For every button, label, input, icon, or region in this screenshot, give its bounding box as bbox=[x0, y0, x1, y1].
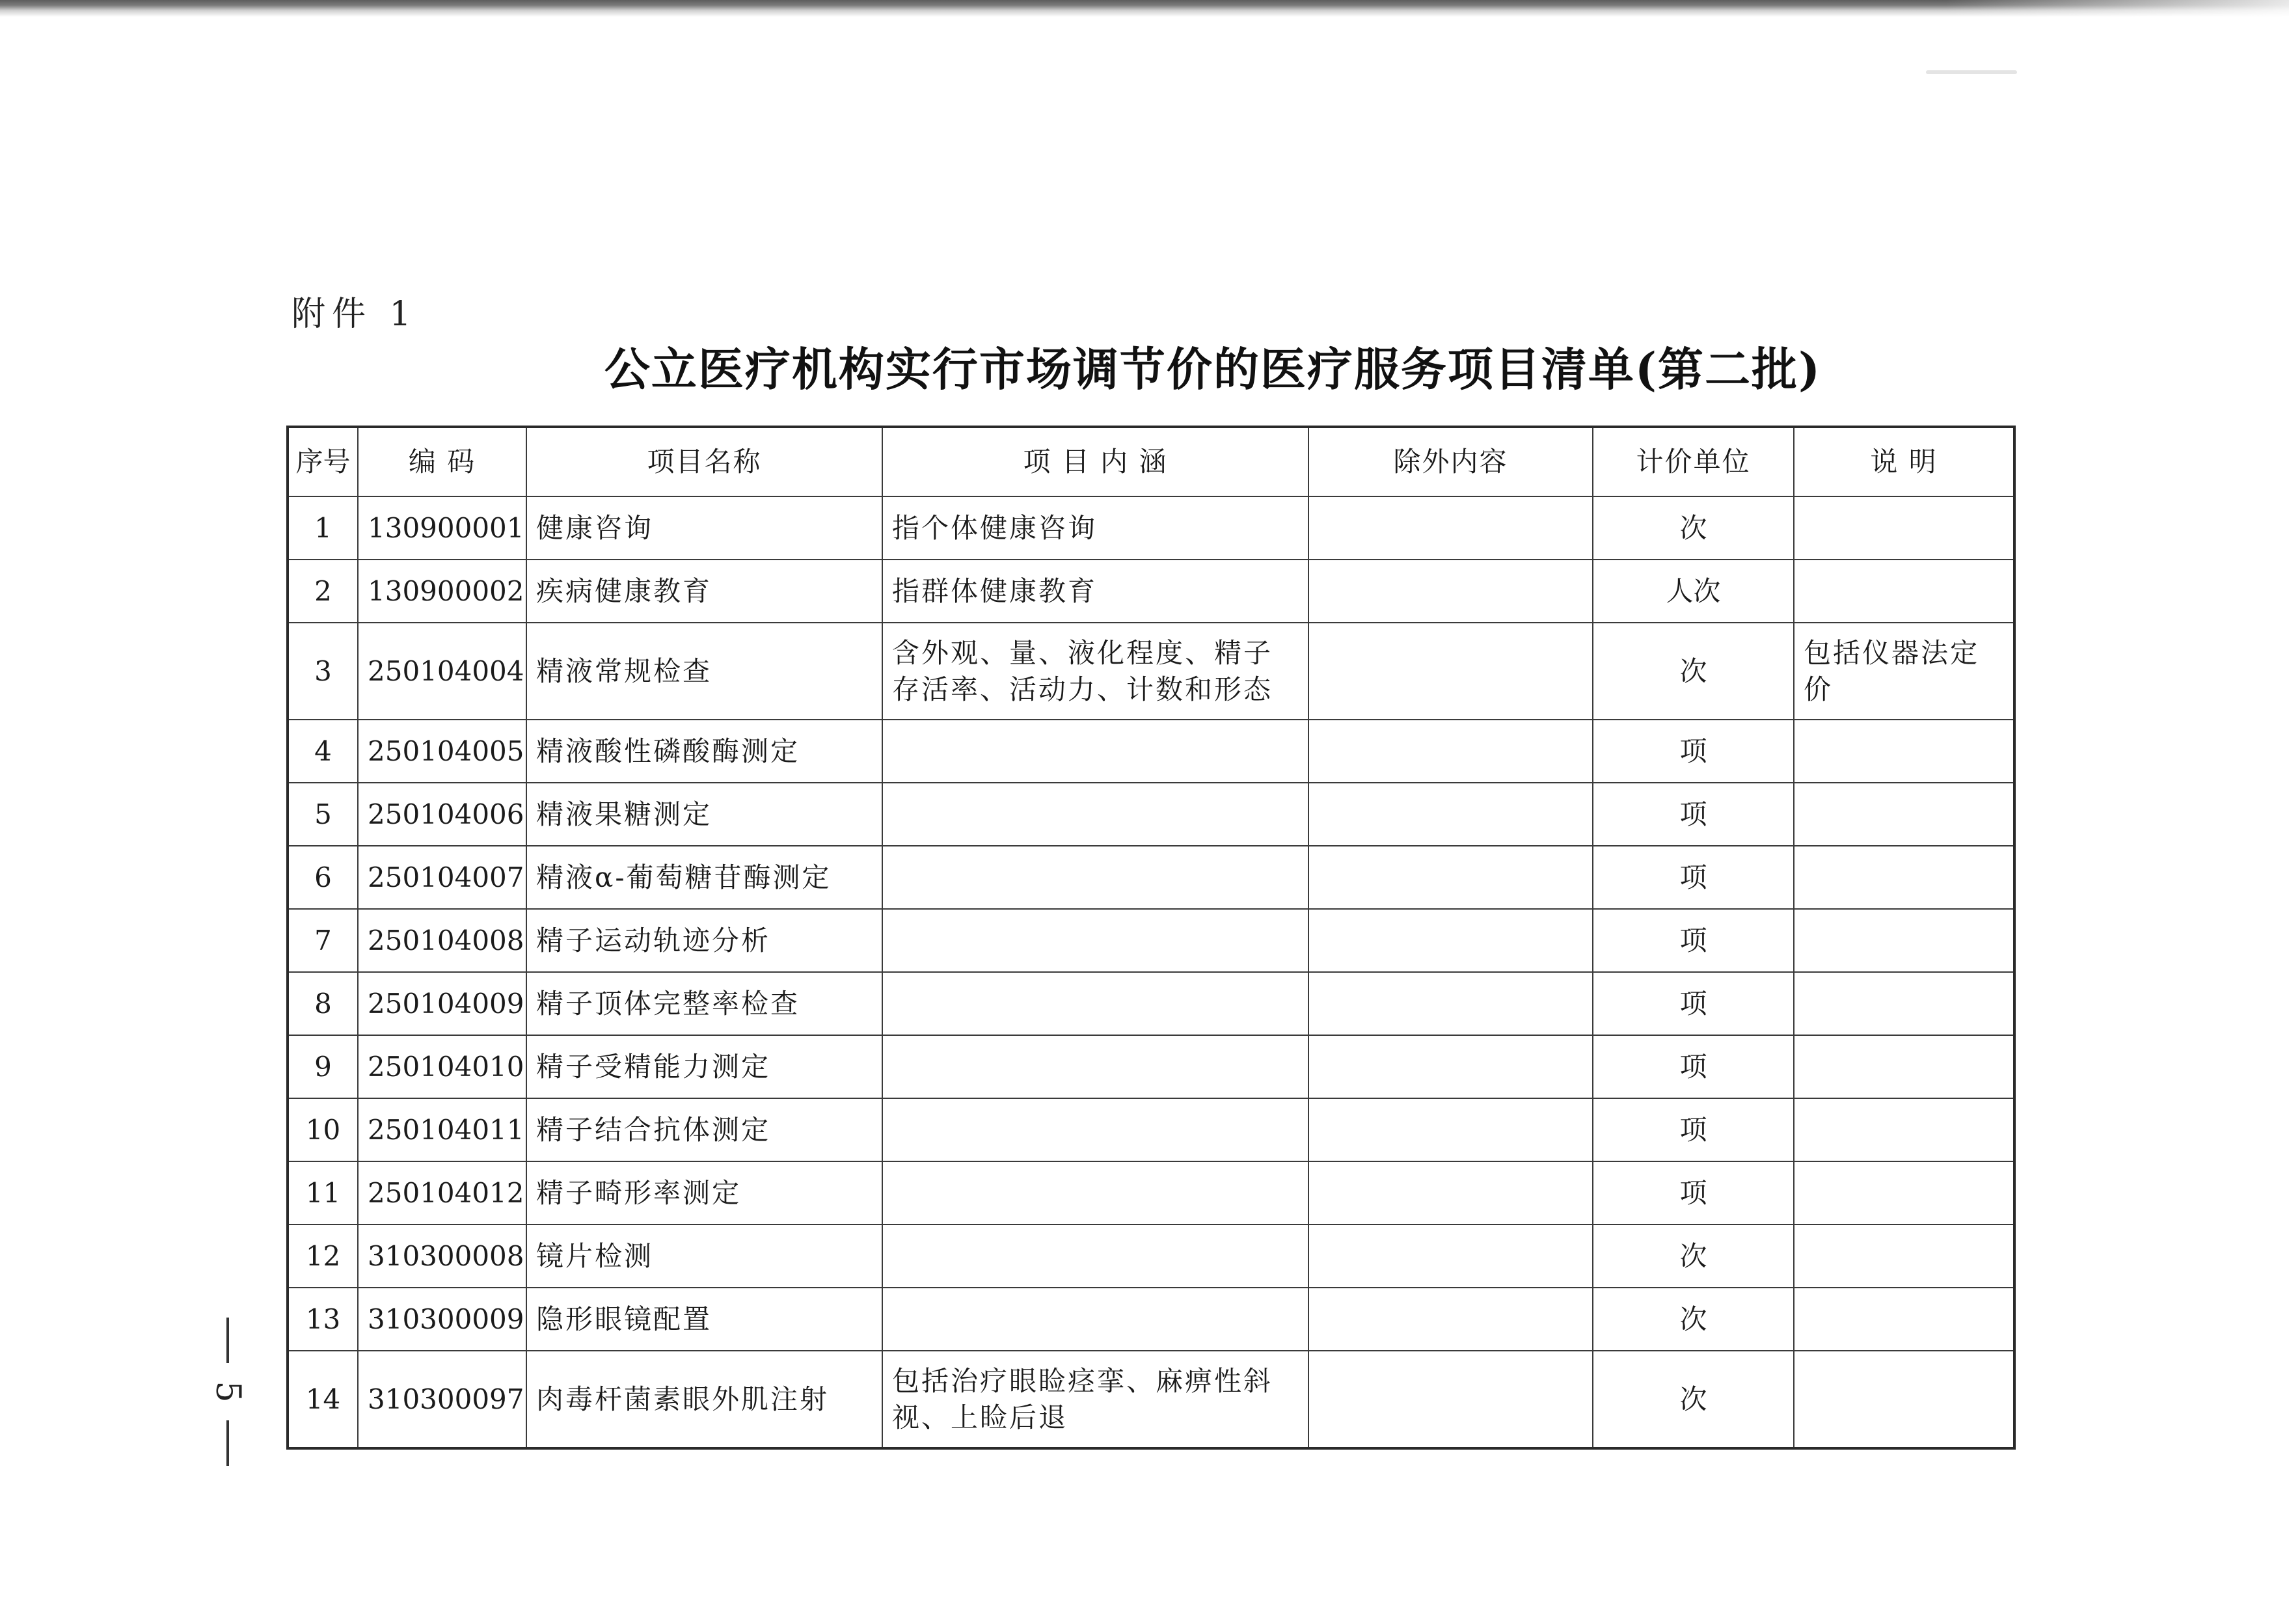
cell-note bbox=[1794, 560, 2014, 623]
cell-unit: 项 bbox=[1593, 972, 1794, 1035]
cell-item-content bbox=[882, 1161, 1308, 1225]
table-row bbox=[288, 1098, 2014, 1161]
cell-excluded bbox=[1308, 560, 1593, 623]
price-list-table bbox=[286, 426, 2016, 1450]
cell-seq: 14 bbox=[288, 1351, 358, 1448]
scan-smudge bbox=[1926, 70, 2017, 74]
table-row bbox=[288, 720, 2014, 783]
cell-seq: 2 bbox=[288, 560, 358, 623]
cell-code: 250104009 bbox=[358, 972, 526, 1035]
table-row bbox=[288, 909, 2014, 972]
cell-code: 130900001 bbox=[358, 496, 526, 560]
cell-excluded bbox=[1308, 720, 1593, 783]
page-number-dash-top bbox=[226, 1318, 229, 1363]
cell-note bbox=[1794, 720, 2014, 783]
header-unit: 计价单位 bbox=[1593, 427, 1794, 496]
cell-item-content: 包括治疗眼睑痉挛、麻痹性斜视、上睑后退 bbox=[882, 1351, 1308, 1448]
cell-item-content bbox=[882, 909, 1308, 972]
cell-code: 250104006 bbox=[358, 783, 526, 846]
cell-seq: 3 bbox=[288, 623, 358, 720]
cell-unit: 项 bbox=[1593, 1035, 1794, 1098]
cell-unit: 项 bbox=[1593, 1098, 1794, 1161]
cell-item-content bbox=[882, 783, 1308, 846]
cell-item-name: 精子结合抗体测定 bbox=[526, 1098, 882, 1161]
cell-code: 250104008 bbox=[358, 909, 526, 972]
header-item-name: 项目名称 bbox=[526, 427, 882, 496]
cell-code: 250104004 bbox=[358, 623, 526, 720]
cell-item-name: 精子运动轨迹分析 bbox=[526, 909, 882, 972]
cell-item-name: 精液酸性磷酸酶测定 bbox=[526, 720, 882, 783]
cell-note bbox=[1794, 909, 2014, 972]
cell-seq: 5 bbox=[288, 783, 358, 846]
cell-note bbox=[1794, 1035, 2014, 1098]
cell-note bbox=[1794, 1098, 2014, 1161]
cell-note bbox=[1794, 496, 2014, 560]
header-seq: 序号 bbox=[288, 427, 358, 496]
cell-item-name: 隐形眼镜配置 bbox=[526, 1288, 882, 1351]
table-row bbox=[288, 1351, 2014, 1448]
cell-item-content bbox=[882, 1225, 1308, 1288]
cell-excluded bbox=[1308, 1035, 1593, 1098]
cell-seq: 4 bbox=[288, 720, 358, 783]
cell-item-name: 精子顶体完整率检查 bbox=[526, 972, 882, 1035]
cell-item-content bbox=[882, 1288, 1308, 1351]
cell-item-content: 指个体健康咨询 bbox=[882, 496, 1308, 560]
cell-item-name: 疾病健康教育 bbox=[526, 560, 882, 623]
attachment-label: 附件 1 bbox=[291, 295, 418, 334]
table-row bbox=[288, 783, 2014, 846]
table-row bbox=[288, 1225, 2014, 1288]
cell-excluded bbox=[1308, 1098, 1593, 1161]
cell-seq: 9 bbox=[288, 1035, 358, 1098]
cell-unit: 项 bbox=[1593, 783, 1794, 846]
table-row bbox=[288, 560, 2014, 623]
cell-excluded bbox=[1308, 1288, 1593, 1351]
table-row bbox=[288, 972, 2014, 1035]
cell-unit: 次 bbox=[1593, 623, 1794, 720]
cell-note: 包括仪器法定价 bbox=[1794, 623, 2014, 720]
cell-item-content bbox=[882, 720, 1308, 783]
cell-item-content bbox=[882, 1035, 1308, 1098]
cell-unit: 次 bbox=[1593, 1288, 1794, 1351]
cell-code: 310300009 bbox=[358, 1288, 526, 1351]
cell-note bbox=[1794, 1351, 2014, 1448]
cell-excluded bbox=[1308, 623, 1593, 720]
cell-item-content: 含外观、量、液化程度、精子存活率、活动力、计数和形态 bbox=[882, 623, 1308, 720]
cell-note bbox=[1794, 972, 2014, 1035]
header-item-content: 项 目 内 涵 bbox=[882, 427, 1308, 496]
cell-unit: 次 bbox=[1593, 496, 1794, 560]
cell-excluded bbox=[1308, 972, 1593, 1035]
table-row bbox=[288, 1035, 2014, 1098]
cell-item-name: 健康咨询 bbox=[526, 496, 882, 560]
cell-item-content bbox=[882, 1098, 1308, 1161]
table-row bbox=[288, 1288, 2014, 1351]
cell-note bbox=[1794, 1288, 2014, 1351]
cell-seq: 13 bbox=[288, 1288, 358, 1351]
table-row bbox=[288, 1161, 2014, 1225]
cell-unit: 项 bbox=[1593, 720, 1794, 783]
cell-item-name: 精子畸形率测定 bbox=[526, 1161, 882, 1225]
cell-code: 250104007 bbox=[358, 846, 526, 909]
scan-edge-shadow bbox=[0, 0, 2289, 17]
cell-seq: 1 bbox=[288, 496, 358, 560]
cell-unit: 人次 bbox=[1593, 560, 1794, 623]
cell-item-content bbox=[882, 972, 1308, 1035]
cell-code: 310300008 bbox=[358, 1225, 526, 1288]
table-header-row bbox=[288, 427, 2014, 496]
cell-seq: 6 bbox=[288, 846, 358, 909]
table-row bbox=[288, 846, 2014, 909]
cell-code: 250104010 bbox=[358, 1035, 526, 1098]
cell-code: 250104011 bbox=[358, 1098, 526, 1161]
table-body bbox=[288, 496, 2014, 1448]
page-number-value: 5 bbox=[208, 1381, 247, 1403]
cell-note bbox=[1794, 846, 2014, 909]
table-row bbox=[288, 496, 2014, 560]
cell-item-content: 指群体健康教育 bbox=[882, 560, 1308, 623]
cell-seq: 7 bbox=[288, 909, 358, 972]
cell-unit: 次 bbox=[1593, 1351, 1794, 1448]
cell-unit: 项 bbox=[1593, 909, 1794, 972]
cell-excluded bbox=[1308, 909, 1593, 972]
cell-item-name: 精液常规检查 bbox=[526, 623, 882, 720]
cell-note bbox=[1794, 783, 2014, 846]
cell-code: 250104005 bbox=[358, 720, 526, 783]
cell-excluded bbox=[1308, 846, 1593, 909]
header-note: 说 明 bbox=[1794, 427, 2014, 496]
cell-code: 130900002 bbox=[358, 560, 526, 623]
cell-excluded bbox=[1308, 783, 1593, 846]
page-number-dash-bottom bbox=[226, 1420, 229, 1466]
cell-unit: 项 bbox=[1593, 1161, 1794, 1225]
cell-note bbox=[1794, 1225, 2014, 1288]
cell-item-name: 精液α-葡萄糖苷酶测定 bbox=[526, 846, 882, 909]
cell-item-name: 精子受精能力测定 bbox=[526, 1035, 882, 1098]
header-code: 编 码 bbox=[358, 427, 526, 496]
page-number bbox=[208, 1318, 247, 1466]
cell-seq: 12 bbox=[288, 1225, 358, 1288]
table-row bbox=[288, 623, 2014, 720]
cell-excluded bbox=[1308, 496, 1593, 560]
cell-seq: 10 bbox=[288, 1098, 358, 1161]
cell-item-name: 肉毒杆菌素眼外肌注射 bbox=[526, 1351, 882, 1448]
cell-item-content bbox=[882, 846, 1308, 909]
cell-excluded bbox=[1308, 1161, 1593, 1225]
cell-unit: 项 bbox=[1593, 846, 1794, 909]
cell-seq: 11 bbox=[288, 1161, 358, 1225]
cell-excluded bbox=[1308, 1351, 1593, 1448]
cell-item-name: 镜片检测 bbox=[526, 1225, 882, 1288]
cell-excluded bbox=[1308, 1225, 1593, 1288]
cell-seq: 8 bbox=[288, 972, 358, 1035]
cell-code: 250104012 bbox=[358, 1161, 526, 1225]
cell-code: 310300097 bbox=[358, 1351, 526, 1448]
cell-unit: 次 bbox=[1593, 1225, 1794, 1288]
document-title: 公立医疗机构实行市场调节价的医疗服务项目清单(第二批) bbox=[604, 342, 1822, 396]
cell-note bbox=[1794, 1161, 2014, 1225]
header-excluded: 除外内容 bbox=[1308, 427, 1593, 496]
cell-item-name: 精液果糖测定 bbox=[526, 783, 882, 846]
